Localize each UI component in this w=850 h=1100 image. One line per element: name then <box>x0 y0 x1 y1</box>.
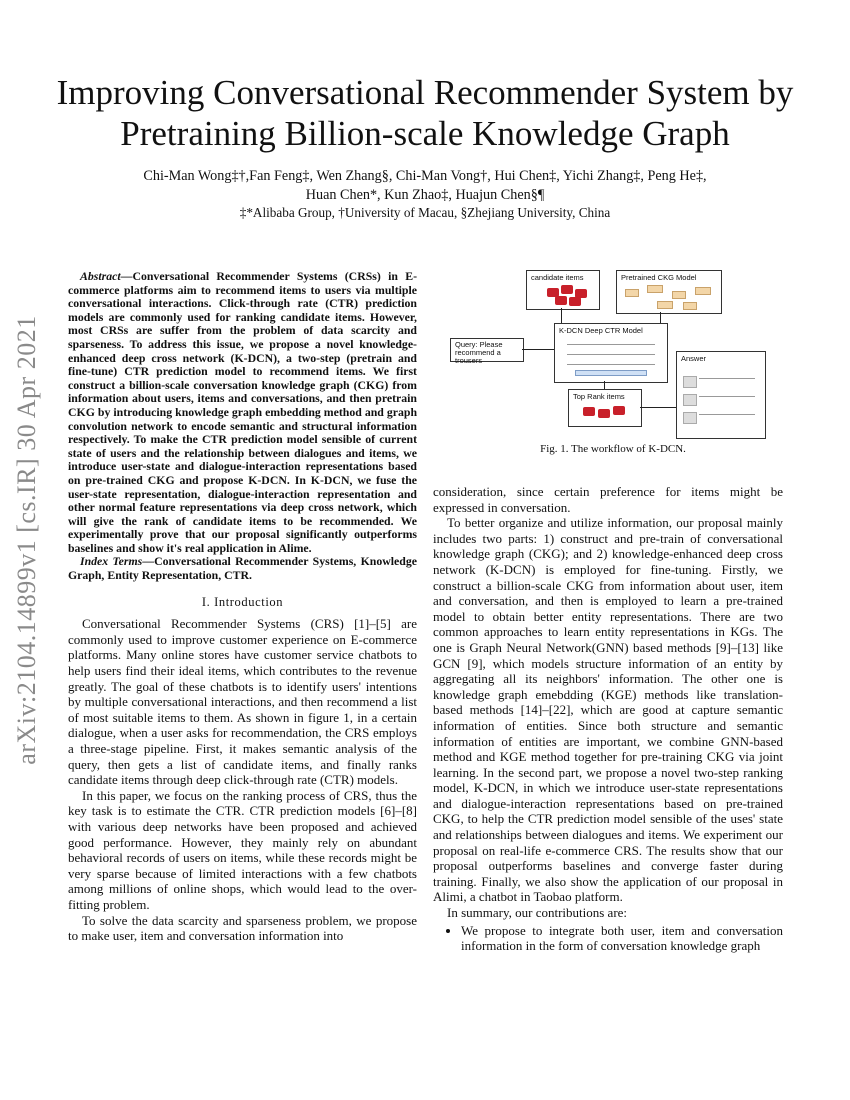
intro-paragraph-2: In this paper, we focus on the ranking process of CRS, thus the key task is to estimate the CTR. CTR prediction models [6]–[8] with various deep networks have been proposed and achieved good performance. However, they mainly rely on abundant behavioral records of users on items, while these records might be very sparse because of limited interactions with a few chatbots among millions of online shops, which would lead to the over-fitting problem. <box>68 787 417 912</box>
product-thumbnail-icon <box>683 394 697 406</box>
right-paragraph-0: consideration, since certain preference for items might be expressed in conversation. <box>433 484 783 515</box>
item-cube-icon <box>561 285 573 294</box>
pretrained-ckg-label: Pretrained CKG Model <box>621 273 697 282</box>
network-layer-icon <box>575 370 647 376</box>
authors-line-2: Huan Chen*, Kun Zhao‡, Huajun Chen§¶ <box>305 187 545 203</box>
left-column <box>68 270 417 944</box>
contribution-item: • We propose to integrate both user, item and conversation information in the form of conversation knowledge graph <box>461 923 783 954</box>
flow-arrow <box>660 312 661 323</box>
figure-caption: Fig. 1. The workflow of K-DCN. <box>540 443 686 455</box>
right-column <box>433 484 783 954</box>
abstract-label: Abstract <box>80 269 121 283</box>
item-cube-icon <box>598 409 610 418</box>
answer-label: Answer <box>681 354 707 363</box>
arxiv-watermark: arXiv:2104.14899v1 [cs.IR] 30 Apr 2021 <box>12 315 41 765</box>
author-list <box>60 167 790 205</box>
title-line-1: Improving Conversational Recommender System by <box>56 73 794 112</box>
item-cube-icon <box>583 407 595 416</box>
graph-node-icon <box>672 291 686 299</box>
contributions-list <box>433 923 783 954</box>
intro-paragraph-3: To solve the data scarcity and sparseness problem, we propose to make user, item and conversation information into <box>68 912 417 944</box>
network-line <box>567 364 655 365</box>
intro-paragraph-1: Conversational Recommender Systems (CRS) [1]–[5] are commonly used to improve customer experience on E-commerce platforms. Many online stores have customer service chatbots to help users find their ideal items, which contributes to the revenue greatly. The goal of these chatbots is to identify users' intentions by multiple conversational interactions, and then recommend a list of most suitable items to them. As shown in figure 1, in a certain dialogue, when a user asks for recommendation, the CRS employs a three-stage pipeline. First, it makes semantic analysis of the query, then gets a list of candidate items, and finally ranks candidate items through deep click-through rate (CTR) models. <box>68 616 417 788</box>
text-line <box>699 378 755 379</box>
affiliations: ‡*Alibaba Group, †University of Macau, §Zhejiang University, China <box>239 205 611 220</box>
graph-node-icon <box>647 285 663 293</box>
top-rank-items-box <box>568 389 642 427</box>
flow-arrow <box>640 407 676 408</box>
graph-node-icon <box>695 287 711 295</box>
index-terms <box>68 555 417 582</box>
graph-node-icon <box>683 302 697 310</box>
candidate-items-label: candidate items <box>531 273 584 282</box>
graph-node-icon <box>657 301 673 309</box>
flow-arrow <box>522 349 554 350</box>
workflow-figure <box>448 265 778 450</box>
text-line <box>699 414 755 415</box>
flow-arrow <box>604 381 605 389</box>
query-box <box>450 338 524 365</box>
query-label: Query: Please recommend a trousers <box>455 340 503 365</box>
section-heading-introduction: I. Introduction <box>201 594 284 609</box>
answer-box <box>676 351 766 439</box>
right-paragraph-2: In summary, our contributions are: <box>447 905 628 921</box>
index-terms-text: —Conversational Recommender Systems, Knowledge Graph, Entity Representation, CTR. <box>68 554 417 583</box>
flow-arrow <box>561 308 562 323</box>
abstract <box>68 270 417 555</box>
kdcn-model-box <box>554 323 668 383</box>
item-cube-icon <box>613 406 625 415</box>
item-cube-icon <box>569 297 581 306</box>
right-paragraph-1: To better organize and utilize information, our proposal mainly includes two parts: 1) construct and pre-train of conversational knowledge graph (CKG); and 2) knowledge-enhanced deep cross network (K-DCN) is employed for fine-tuning. Firstly, we construct a billion-scale CKG from information about user, item and conversation, and then is employed to learn a pre-trained model to obtain better entity representations. There are two common approaches to learn entity representations in KGs. The one is Graph Neural Network(GNN) based methods [9]–[13] like GCN [9], which models structure information of an entity by aggregating all its neighbors' information. The other one is knowledge graph emebdding (KGE) methods like translation-based methods [14]–[22], which are good at capture semantic information of entities. Since both structure and semantic information of entities are important, we combine GNN-based method and KGE method together for pre-training CKG via joint learning. In the second part, we propose a novel two-step ranking model, K-DCN, in which we introduce user-state representations and dialogue-interaction representations based on pre-trained CKG, to help the CTR prediction model sensible of the uses' state and relationships between dialogues and items. We experiment our proposal on real-life e-commerce CRS. The results show that our proposal outperforms baselines and converge faster during training. Finally, we also show the application of our proposal in Alimi, a chatbot in Taobao platform. <box>433 515 783 905</box>
network-line <box>567 354 655 355</box>
top-rank-items-label: Top Rank items <box>573 392 625 401</box>
network-line <box>567 344 655 345</box>
candidate-items-box <box>526 270 600 310</box>
kdcn-model-label: K-DCN Deep CTR Model <box>559 326 643 335</box>
text-line <box>699 396 755 397</box>
pretrained-ckg-box <box>616 270 722 314</box>
abstract-text: —Conversational Recommender Systems (CRSs) in E-commerce platforms aim to recommend items to users via multiple conversational interactions. Click-through rate (CTR) prediction models are commonly used for ranking candidate items. However, most CRSs are suffer from the problem of data scarcity and sparseness. To address this issue, we propose a novel knowledge-enhanced deep cross network (K-DCN), a two-step (pretrain and fine-tune) CTR prediction model to recommend items. We first construct a billion-scale conversation knowledge graph (CKG) from information about users, items and conversations, and then pretrain CKG by introducing knowledge graph embedding method and graph convolution network to encode semantic and structural information respectively. To make the CTR prediction model sensible of current state of users and the relationship between dialogues and items, we introduce user-state and dialogue-interaction representations based on pre-trained CKG and propose K-DCN. In K-DCN, we fuse the user-state representation, dialogue-interaction representation and other normal feature representations via deep cross network, which will give the rank of candidate items to be recommended. We experimentally prove that our proposal significantly outperforms baselines and show it's real application in Alime. <box>68 269 417 555</box>
graph-node-icon <box>625 289 639 297</box>
product-thumbnail-icon <box>683 376 697 388</box>
index-terms-label: Index Terms <box>80 554 143 569</box>
item-cube-icon <box>555 296 567 305</box>
authors-line-1: Chi-Man Wong‡†,Fan Feng‡, Wen Zhang§, Chi-Man Vong†, Hui Chen‡, Yichi Zhang‡, Peng He‡, <box>143 168 707 184</box>
paper-title <box>40 72 810 154</box>
product-thumbnail-icon <box>683 412 697 424</box>
title-line-2: Pretraining Billion-scale Knowledge Graph <box>120 114 730 153</box>
